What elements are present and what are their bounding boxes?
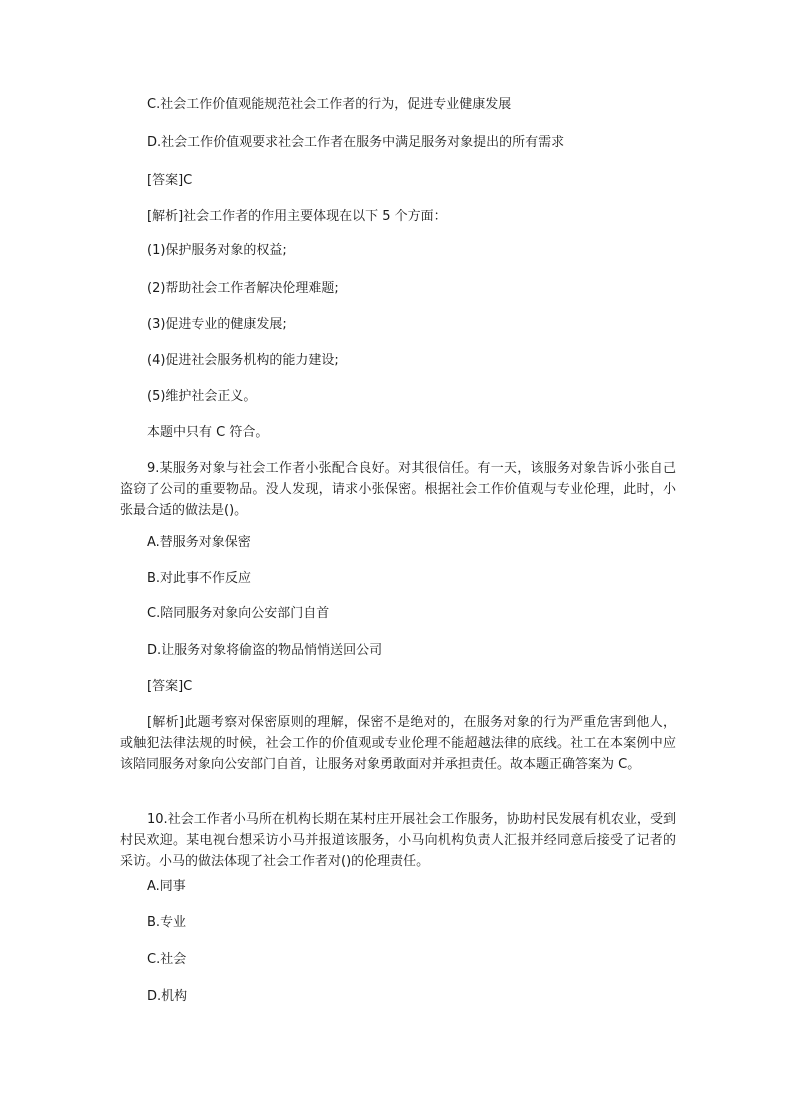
q8-option-c: C.社会工作价值观能规范社会工作者的行为，促进专业健康发展 (147, 97, 512, 112)
q8-point-4: (4)促进社会服务机构的能力建设; (147, 353, 339, 368)
q8-point-1: (1)保护服务对象的权益; (147, 243, 287, 258)
q10-option-d: D.机构 (147, 989, 188, 1004)
q9-option-c: C.陪同服务对象向公安部门自首 (147, 606, 330, 621)
q10-option-a: A.同事 (147, 879, 186, 894)
q10-option-c: C.社会 (147, 952, 187, 967)
q8-point-2: (2)帮助社会工作者解决伦理难题; (147, 281, 339, 296)
q9-option-d: D.让服务对象将偷盗的物品悄悄送回公司 (147, 643, 383, 658)
q8-option-d: D.社会工作价值观要求社会工作者在服务中满足服务对象提出的所有需求 (147, 135, 565, 150)
q10-option-b: B.专业 (147, 915, 187, 930)
q9-analysis: [解析]此题考察对保密原则的理解，保密不是绝对的，在服务对象的行为严重危害到他人，或触犯法律法规的时候，社会工作的价值观或专业伦理不能超越法律的底线。社工在本案例中应该陪同服务对象向公安部门自首，让服务对象勇敢面对并承担责任。故本题正确答案为 C。 (120, 715, 676, 772)
q9-option-a: A.替服务对象保密 (147, 535, 251, 550)
q8-conclusion: 本题中只有 C 符合。 (147, 425, 269, 440)
q8-analysis-intro: [解析]社会工作者的作用主要体现在以下 5 个方面： (147, 209, 447, 224)
q9-answer: [答案]C (147, 679, 193, 694)
q8-point-3: (3)促进专业的健康发展; (147, 317, 287, 332)
q9-stem: 9.某服务对象与社会工作者小张配合良好。对其很信任。有一天，该服务对象告诉小张自己盗窃了公司的重要物品。没人发现，请求小张保密。根据社会工作价值观与专业伦理，此时，小张最合适的做法是()。 (120, 461, 676, 518)
q8-point-5: (5)维护社会正义。 (147, 389, 257, 404)
q8-answer: [答案]C (147, 173, 193, 188)
q9-option-b: B.对此事不作反应 (147, 571, 252, 586)
q10-stem: 10.社会工作者小马所在机构长期在某村庄开展社会工作服务，协助村民发展有机农业，受到村民欢迎。某电视台想采访小马并报道该服务，小马向机构负责人汇报并经同意后接受了记者的采访。小马的做法体现了社会工作者对()的伦理责任。 (120, 812, 676, 869)
